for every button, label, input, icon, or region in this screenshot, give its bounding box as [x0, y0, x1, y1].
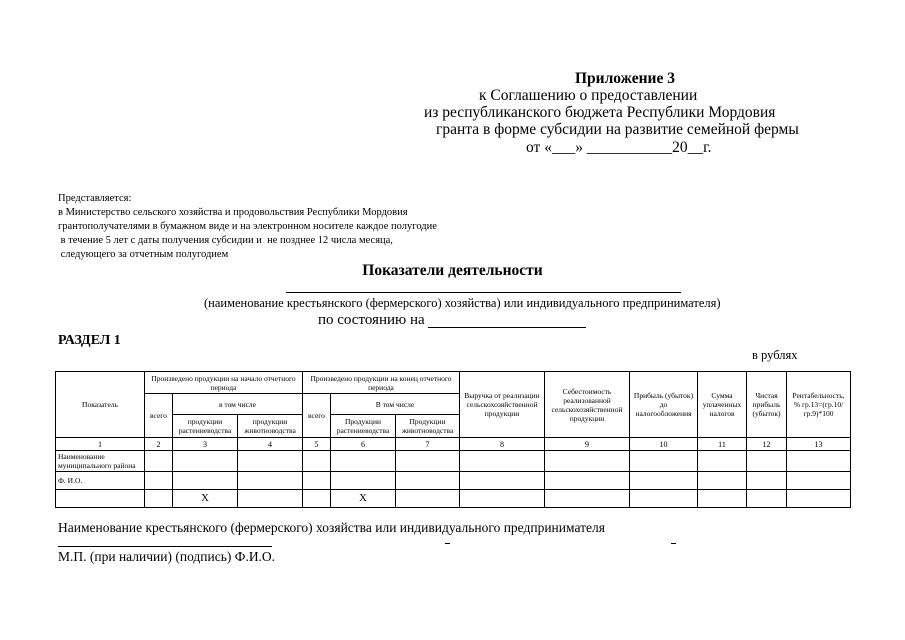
col-number: 12: [747, 438, 787, 451]
table-cell[interactable]: [331, 472, 396, 490]
header-total-end: всего: [303, 394, 331, 438]
header-produced-start: Произведено продукции на начало отчетного периода: [145, 372, 303, 394]
table-cell[interactable]: [698, 472, 747, 490]
state-date-label: по состоянию на: [318, 312, 425, 328]
header-including-start: в том числе: [173, 394, 303, 415]
instructions-line-3: грантополучателями в бумажном виде и на электронном носителе каждое полугодие: [58, 221, 437, 232]
header-cost: Себестоимость реализованной сельскохозяйственной продукции: [545, 372, 630, 438]
table-cell[interactable]: [545, 490, 630, 508]
header-revenue: Выручка от реализации сельскохозяйственной продукции: [460, 372, 545, 438]
header-net-profit: Чистая прибыль (убыток): [747, 372, 787, 438]
header-livestock-start: продукции животноводства: [238, 415, 303, 438]
appendix-line-1: к Соглашению о предоставлении: [479, 87, 698, 104]
instructions-line-2: в Министерство сельского хозяйства и продовольствия Республики Мордовия: [58, 207, 408, 218]
appendix-line-2: из республиканского бюджета Республики Мордовия: [424, 104, 776, 121]
header-total-start: всего: [145, 394, 173, 438]
table-cell[interactable]: [173, 451, 238, 472]
submission-instructions: [58, 192, 437, 262]
table-cell[interactable]: [545, 472, 630, 490]
col-number: 4: [238, 438, 303, 451]
table-cell[interactable]: [698, 490, 747, 508]
table-cell[interactable]: [238, 490, 303, 508]
header-row-1: [56, 372, 851, 394]
header-crop-start: продукции растениеводства: [173, 415, 238, 438]
table-cell[interactable]: [238, 451, 303, 472]
document-title: Показатели деятельности: [362, 262, 543, 279]
state-date-fill-line[interactable]: [428, 327, 586, 328]
col-number: 11: [698, 438, 747, 451]
table-cell[interactable]: [396, 451, 460, 472]
table-cell[interactable]: [747, 472, 787, 490]
table-cell[interactable]: [698, 451, 747, 472]
table-cell[interactable]: [303, 472, 331, 490]
table-cell[interactable]: [787, 472, 851, 490]
table-cell[interactable]: [460, 472, 545, 490]
col-number: 7: [396, 438, 460, 451]
table-cell[interactable]: [747, 490, 787, 508]
appendix-line-3: гранта в форме субсидии на развитие семейной фермы: [436, 121, 799, 138]
x-mark: Х: [331, 490, 396, 508]
table-cell[interactable]: [331, 451, 396, 472]
signature-fill-line[interactable]: [58, 546, 272, 547]
table-cell[interactable]: [787, 451, 851, 472]
line-mark: [445, 543, 450, 544]
table-row: [56, 472, 851, 490]
header-crop-end: Продукции растениеводства: [331, 415, 396, 438]
table-cell[interactable]: [396, 472, 460, 490]
table-cell[interactable]: [145, 472, 173, 490]
table-cell[interactable]: [747, 451, 787, 472]
org-name-label: Наименование крестьянского (фермерского) хозяйства или индивидуального предпринимателя: [58, 520, 605, 535]
table-cell[interactable]: [460, 490, 545, 508]
table-cell[interactable]: [396, 490, 460, 508]
table-cell[interactable]: [630, 490, 698, 508]
col-number: 5: [303, 438, 331, 451]
appendix-date-line: от «___» ___________20__г.: [526, 139, 712, 156]
col-number: 1: [56, 438, 145, 451]
row-label-district: Наименование муниципального района: [56, 451, 145, 472]
line-mark: [671, 543, 676, 544]
org-name-fill-line[interactable]: [286, 292, 681, 293]
table-cell[interactable]: [630, 451, 698, 472]
header-profit-before-tax: Прибыль (убыток) до налогообложения: [630, 372, 698, 438]
header-produced-end: Произведено продукции на конец отчетного периода: [303, 372, 460, 394]
table-cell[interactable]: [145, 490, 173, 508]
col-number: 6: [331, 438, 396, 451]
header-livestock-end: Продукции животноводства: [396, 415, 460, 438]
table-cell[interactable]: [56, 490, 145, 508]
units-label: в рублях: [752, 348, 798, 362]
header-taxes-paid: Сумма уплаченных налогов: [698, 372, 747, 438]
table-cell[interactable]: [545, 451, 630, 472]
table-cell[interactable]: [145, 451, 173, 472]
instructions-line-5: следующего за отчетным полугодием: [58, 249, 229, 260]
table-cell[interactable]: [303, 490, 331, 508]
col-number: 13: [787, 438, 851, 451]
col-number: 10: [630, 438, 698, 451]
table-cell[interactable]: [173, 472, 238, 490]
instructions-line-4: в течение 5 лет с даты получения субсидии и не позднее 12 числа месяца,: [58, 235, 393, 246]
instructions-line-1: Представляется:: [58, 193, 132, 204]
col-number: 3: [173, 438, 238, 451]
x-mark: Х: [173, 490, 238, 508]
col-number: 2: [145, 438, 173, 451]
section-title: РАЗДЕЛ 1: [58, 333, 121, 348]
col-number: 8: [460, 438, 545, 451]
table-cell[interactable]: [787, 490, 851, 508]
header-including-end: В том числе: [331, 394, 460, 415]
column-number-row: [56, 438, 851, 451]
row-label-fio: Ф. И.О.: [56, 472, 145, 490]
table-cell[interactable]: [303, 451, 331, 472]
table-row: [56, 490, 851, 508]
indicators-table: [55, 371, 851, 508]
table-cell[interactable]: [630, 472, 698, 490]
table-row: [56, 451, 851, 472]
header-profitability: Рентабельность, % гр.13=(гр.10/ гр.9)*100: [787, 372, 851, 438]
col-number: 9: [545, 438, 630, 451]
header-indicator: Показатель: [56, 372, 145, 438]
table-cell[interactable]: [460, 451, 545, 472]
table-cell[interactable]: [238, 472, 303, 490]
signature-label: М.П. (при наличии) (подпись) Ф.И.О.: [58, 549, 276, 564]
org-name-caption: (наименование крестьянского (фермерского) хозяйства) или индивидуального предпринимателя): [204, 296, 721, 310]
appendix-title: Приложение 3: [575, 70, 675, 87]
